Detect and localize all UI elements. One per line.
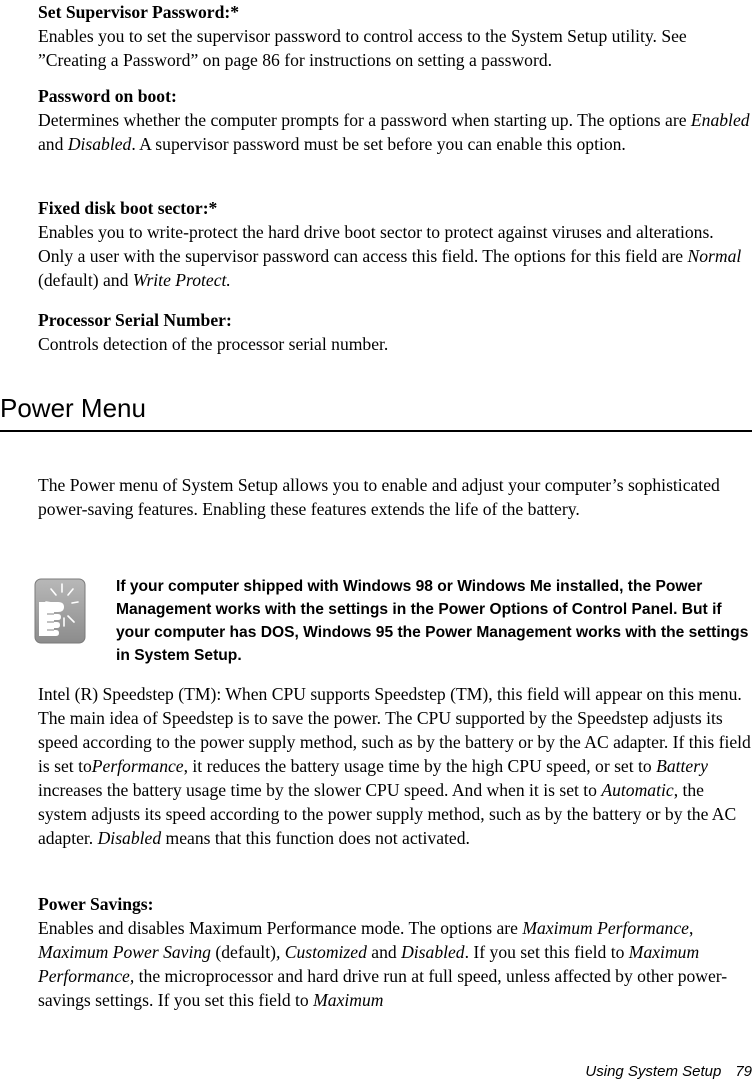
fixed-disk-boot-sector-desc: Enables you to write-protect the hard drive boot sector to protect against viruses and alterations. Only a user with the supervisor password can access this field. The options for this field are Normal (default) and Write Protect.: [38, 222, 742, 290]
option-enabled: Enabled: [690, 110, 750, 130]
set-supervisor-password-term: Set Supervisor Password:*: [38, 2, 240, 22]
option-maximum-power-saving: Maximum Power Saving: [38, 942, 211, 962]
heading-divider: [0, 430, 752, 432]
power-savings-desc: Enables and disables Maximum Performance mode. The options are Maximum Performance, Maximum Power Saving (default), Customized and Disabled. If you set this field to Maximum Performance, the microprocessor and hard drive run at full speed, unless affected by other power-savings settings. If you set this field to Maximum: [38, 918, 728, 1010]
set-supervisor-password-section: [38, 0, 752, 72]
fixed-disk-boot-sector-section: [38, 196, 752, 292]
power-savings-section: [38, 892, 752, 1012]
footer-section-title: Using System Setup: [585, 1063, 722, 1080]
password-on-boot-term: Password on boot:: [38, 86, 177, 106]
page-number: 79: [735, 1063, 752, 1080]
note-hand-icon: [34, 578, 86, 644]
option-disabled: Disabled: [401, 942, 465, 962]
power-savings-term: Power Savings:: [38, 894, 154, 914]
page-footer: [560, 1062, 752, 1082]
option-disabled: Disabled: [97, 828, 162, 848]
power-management-note: If your computer shipped with Windows 98 or Windows Me installed, the Power Management works with the settings in the Power Options of Control Panel. But if your computer has DOS, Windows 95 the Power Management works with the settings in System Setup.: [116, 578, 749, 664]
option-maximum-performance: Maximum Performance: [522, 918, 689, 938]
option-normal: Normal: [687, 246, 742, 266]
power-menu-intro: The Power menu of System Setup allows you to enable and adjust your computer’s sophisticated power-saving features. Enabling these features extends the life of the battery.: [38, 475, 720, 519]
option-automatic: Automatic: [601, 780, 674, 800]
option-customized: , Customized: [275, 942, 367, 962]
option-write-protect: Write Protect.: [132, 270, 231, 290]
power-menu-heading: Power Menu: [0, 393, 146, 423]
option-maximum: Maximum: [313, 990, 384, 1010]
processor-serial-number-section: [38, 308, 752, 356]
fixed-disk-boot-sector-term: Fixed disk boot sector:*: [38, 198, 218, 218]
speedstep-paragraph: Intel (R) Speedstep (TM): When CPU supports Speedstep (TM), this field will appear on this menu. The main idea of Speedstep is to save the power. The CPU supported by the Speedstep adjusts its speed according to the power supply method, such as by the battery or by the AC adapter. If this field is set toPerformance, it reduces the battery usage time by the high CPU speed, or set to Battery increases the battery usage time by the slower CPU speed. And when it is set to Automatic, the system adjusts its speed according to the power supply method, such as by the battery or by the AC adapter. Disabled means that this function does not activated.: [38, 684, 751, 848]
option-disabled: Disabled: [67, 134, 132, 154]
set-supervisor-password-desc: Enables you to set the supervisor password to control access to the System Setup utility. See ”Creating a Password” on page 86 for instructions on setting a password.: [38, 26, 687, 70]
password-on-boot-section: [38, 84, 752, 156]
processor-serial-number-term: Processor Serial Number:: [38, 310, 232, 330]
option-performance: Performance: [91, 756, 184, 776]
option-maximum-performance-2: Maximum Performance,: [38, 942, 700, 986]
processor-serial-number-desc: Controls detection of the processor serial number.: [38, 334, 389, 354]
option-battery: Battery: [656, 756, 708, 776]
password-on-boot-desc: Determines whether the computer prompts for a password when starting up. The options are Enabled and Disabled. A supervisor password must be set before you can enable this option.: [38, 110, 750, 154]
